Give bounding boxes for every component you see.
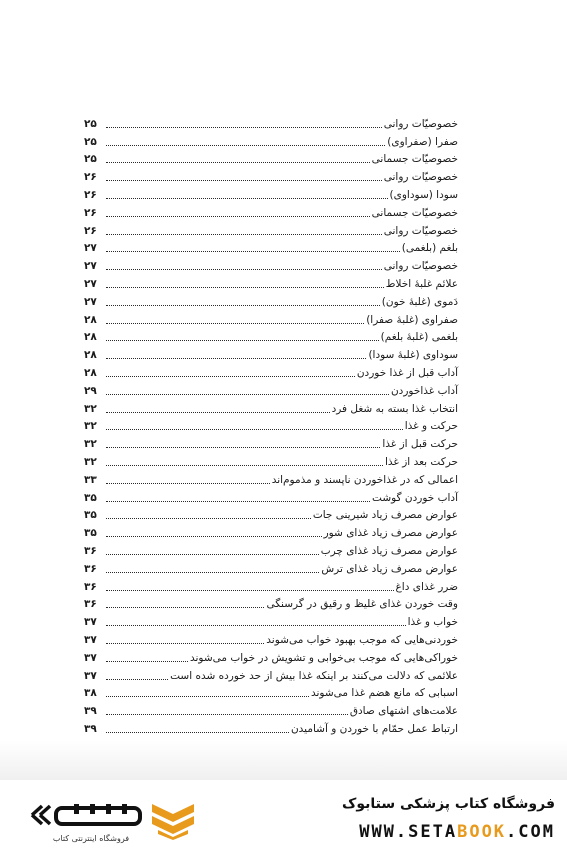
toc-leader-dots <box>106 268 382 270</box>
toc-leader-dots <box>106 553 319 555</box>
toc-entry-title: خصوصیّات جسمانی <box>371 206 458 219</box>
toc-entry-title: حرکت قبل از غذا <box>382 438 458 451</box>
toc-leader-dots <box>106 179 382 181</box>
toc-entry <box>84 700 458 718</box>
toc-entry <box>84 398 458 416</box>
toc-entry-page: ۳۳ <box>84 473 97 486</box>
toc-entry-title: علائم غلبهٔ اخلاط <box>385 277 458 290</box>
toc-entry-page: ۲۷ <box>84 277 97 290</box>
toc-entry-title: خواب و غذا <box>407 616 458 629</box>
toc-entry <box>84 113 458 131</box>
setabook-wordmark-icon <box>28 800 146 830</box>
toc-entry-page: ۲۶ <box>84 171 97 184</box>
toc-leader-dots <box>106 695 309 697</box>
toc-leader-dots <box>106 500 370 502</box>
toc-leader-dots <box>106 286 384 288</box>
toc-entry-title: خصوصیّات روانی <box>383 171 458 184</box>
toc-entry-page: ۳۲ <box>84 402 97 415</box>
toc-leader-dots <box>106 304 380 306</box>
toc-entry <box>84 540 458 558</box>
toc-entry-title: حرکت بعد از غذا <box>384 455 458 468</box>
toc-entry-page: ۳۲ <box>84 420 97 433</box>
toc-entry <box>84 558 458 576</box>
toc-leader-dots <box>106 393 389 395</box>
toc-entry-page: ۳۷ <box>84 633 97 646</box>
toc-entry <box>84 362 458 380</box>
store-url[interactable]: WWW.SETABOOK.COM <box>359 822 555 842</box>
toc-leader-dots <box>106 126 382 128</box>
toc-entry-page: ۳۷ <box>84 616 97 629</box>
toc-entry <box>84 184 458 202</box>
toc-entry-title: آداب غذاخوردن <box>390 384 458 397</box>
toc-entry-page: ۳۶ <box>84 598 97 611</box>
toc-entry-page: ۲۵ <box>84 117 97 130</box>
toc-leader-dots <box>106 250 400 252</box>
toc-entry-page: ۲۶ <box>84 188 97 201</box>
toc-leader-dots <box>106 233 382 235</box>
toc-entry-page: ۲۵ <box>84 153 97 166</box>
toc-entry-page: ۲۸ <box>84 313 97 326</box>
toc-entry <box>84 683 458 701</box>
toc-entry-title: دَموی (غلبهٔ خون) <box>381 295 458 308</box>
store-name: فروشگاه کتاب پزشکی ستابوک <box>342 796 555 812</box>
toc-entry-page: ۲۶ <box>84 206 97 219</box>
toc-entry-title: صفراوی (غلبهٔ صفرا) <box>366 313 458 326</box>
toc-leader-dots <box>106 411 330 413</box>
toc-entry-title: خصوصیّات جسمانی <box>371 153 458 166</box>
toc-entry <box>84 576 458 594</box>
toc-entry <box>84 487 458 505</box>
toc-entry <box>84 309 458 327</box>
toc-entry <box>84 416 458 434</box>
toc-entry-title: عوارض مصرف زیاد شیرینی جات <box>312 509 458 522</box>
toc-leader-dots <box>106 731 289 733</box>
toc-entry-title: انتخاب غذا بسته به شغل فرد <box>331 402 458 415</box>
toc-entry <box>84 451 458 469</box>
toc-entry-page: ۲۸ <box>84 366 97 379</box>
logo-subtitle: فروشگاه اینترنتی کتاب <box>52 834 130 843</box>
toc-entry <box>84 647 458 665</box>
toc-entry <box>84 273 458 291</box>
toc-leader-dots <box>106 161 370 163</box>
toc-entry-title: سودا (سوداوی) <box>389 188 458 201</box>
toc-entry-title: بلغمی (غلبهٔ بلغم) <box>380 331 458 344</box>
toc-entry <box>84 202 458 220</box>
toc-entry <box>84 594 458 612</box>
table-of-contents <box>84 113 458 736</box>
toc-entry <box>84 629 458 647</box>
toc-entry-page: ۲۷ <box>84 242 97 255</box>
toc-entry <box>84 469 458 487</box>
setabook-logo-icon <box>150 800 196 840</box>
toc-entry-title: آداب قبل از غذا خوردن <box>356 366 458 379</box>
toc-entry-page: ۲۷ <box>84 260 97 273</box>
toc-leader-dots <box>106 624 406 626</box>
toc-leader-dots <box>106 678 168 680</box>
toc-entry-title: وقت خوردن غذای غلیظ و رقیق در گرسنگی <box>266 598 458 611</box>
toc-leader-dots <box>106 428 403 430</box>
toc-entry-title: عوارض مصرف زیاد غذای شور <box>323 527 458 540</box>
toc-leader-dots <box>106 464 383 466</box>
toc-entry <box>84 665 458 683</box>
toc-entry-page: ۳۷ <box>84 651 97 664</box>
toc-entry-title: خصوصیّات روانی <box>383 117 458 130</box>
toc-leader-dots <box>106 357 366 359</box>
toc-entry-title: ارتباط عمل حمّام با خوردن و آشامیدن <box>290 722 458 735</box>
toc-entry-title: سوداوی (غلبهٔ سودا) <box>368 349 458 362</box>
toc-entry-page: ۲۹ <box>84 384 97 397</box>
toc-entry-title: صفرا (صفراوی) <box>387 135 458 148</box>
toc-entry-page: ۳۵ <box>84 491 97 504</box>
toc-entry <box>84 380 458 398</box>
toc-leader-dots <box>106 535 322 537</box>
toc-entry-page: ۲۸ <box>84 331 97 344</box>
toc-entry-page: ۳۲ <box>84 438 97 451</box>
toc-entry-page: ۳۲ <box>84 455 97 468</box>
toc-entry <box>84 166 458 184</box>
toc-entry <box>84 255 458 273</box>
toc-entry-page: ۲۸ <box>84 349 97 362</box>
toc-entry <box>84 522 458 540</box>
toc-entry-page: ۳۶ <box>84 544 97 557</box>
toc-entry-title: علامت‌های اشتهای صادق <box>349 705 458 718</box>
toc-entry <box>84 433 458 451</box>
toc-entry-title: عوارض مصرف زیاد غذای چرب <box>320 544 458 557</box>
toc-entry <box>84 291 458 309</box>
toc-entry-page: ۲۷ <box>84 295 97 308</box>
toc-entry-title: حرکت و غذا <box>404 420 458 433</box>
toc-entry <box>84 131 458 149</box>
toc-entry <box>84 149 458 167</box>
toc-entry <box>84 327 458 345</box>
toc-leader-dots <box>106 660 188 662</box>
toc-entry-page: ۳۶ <box>84 562 97 575</box>
toc-entry-title: خوراکی‌هایی که موجب بی‌خوابی و تشویش در خواب می‌شوند <box>189 651 458 664</box>
toc-entry <box>84 611 458 629</box>
toc-leader-dots <box>106 589 394 591</box>
toc-leader-dots <box>106 517 311 519</box>
toc-leader-dots <box>106 446 380 448</box>
toc-leader-dots <box>106 571 319 573</box>
toc-leader-dots <box>106 215 370 217</box>
toc-entry <box>84 238 458 256</box>
toc-entry <box>84 344 458 362</box>
toc-leader-dots <box>106 144 385 146</box>
toc-entry-title: خصوصیّات روانی <box>383 260 458 273</box>
toc-entry <box>84 505 458 523</box>
toc-entry <box>84 220 458 238</box>
toc-leader-dots <box>106 322 364 324</box>
toc-entry-page: ۳۵ <box>84 527 97 540</box>
toc-entry-page: ۳۹ <box>84 705 97 718</box>
toc-entry-title: بلغم (بلغمی) <box>401 242 458 255</box>
toc-leader-dots <box>106 713 348 715</box>
toc-leader-dots <box>106 339 379 341</box>
toc-entry-title: علائمی که دلالت می‌کنند بر اینکه غذا بیش از حد خورده شده است <box>170 669 458 682</box>
toc-leader-dots <box>106 642 264 644</box>
toc-entry-title: خوردنی‌هایی که موجب بهبود خواب می‌شوند <box>266 633 458 646</box>
toc-entry-page: ۲۶ <box>84 224 97 237</box>
toc-leader-dots <box>106 197 388 199</box>
toc-entry-page: ۳۵ <box>84 509 97 522</box>
toc-entry-title: اعمالی که در غذاخوردن ناپسند و مذموم‌اند <box>271 473 458 486</box>
toc-entry-page: ۳۷ <box>84 669 97 682</box>
toc-entry-page: ۳۶ <box>84 580 97 593</box>
toc-entry-title: اسبابی که مانع هضم غذا می‌شوند <box>311 687 458 700</box>
toc-entry-page: ۳۹ <box>84 722 97 735</box>
toc-entry-title: عوارض مصرف زیاد غذای ترش <box>321 562 458 575</box>
toc-entry-title: آداب خوردن گوشت <box>372 491 458 504</box>
toc-leader-dots <box>106 606 264 608</box>
toc-leader-dots <box>106 375 355 377</box>
toc-entry-page: ۳۸ <box>84 687 97 700</box>
toc-entry-page: ۲۵ <box>84 135 97 148</box>
toc-entry-title: خصوصیّات روانی <box>383 224 458 237</box>
toc-entry-title: ضرر غذای داغ <box>395 580 458 593</box>
toc-leader-dots <box>106 482 270 484</box>
toc-entry <box>84 718 458 736</box>
